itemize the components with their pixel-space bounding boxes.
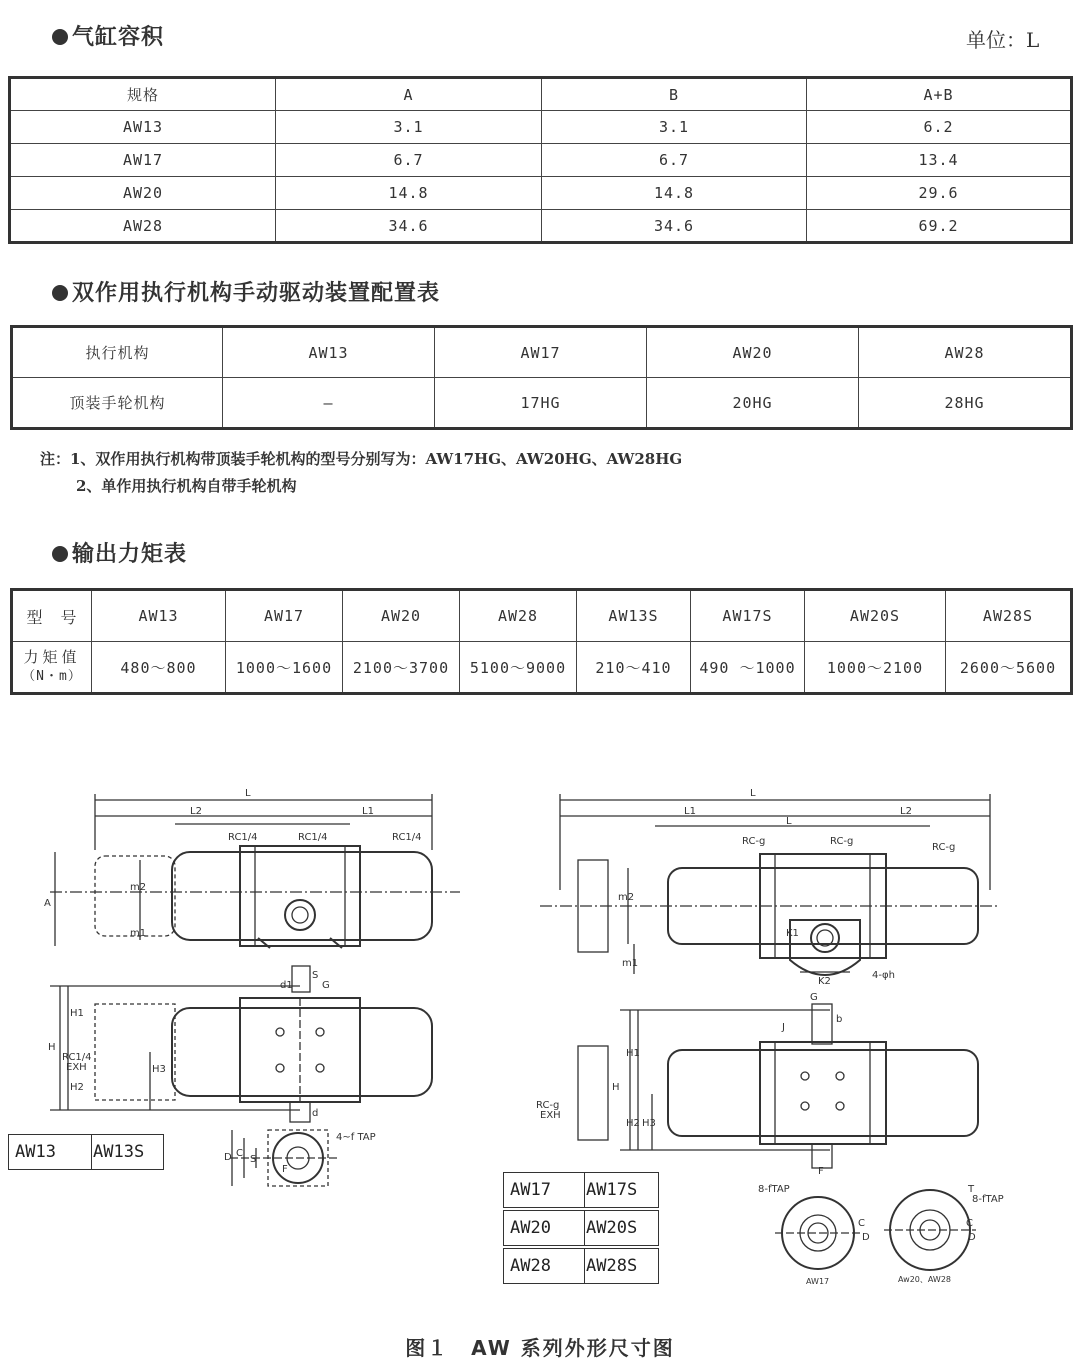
table-cell: 1000～2100 [805,642,946,694]
dim-label: H [612,1082,620,1093]
unit-label: 单位：L [966,28,1040,52]
table-cell: AW28 [10,210,276,243]
table-cell: AW17S [691,590,805,642]
table-cell: 210～410 [577,642,691,694]
port-label: RC1/4 [62,1052,92,1063]
model-box-aw13 [8,1134,164,1170]
model-box-aw28 [503,1248,659,1284]
dim-label: L1 [362,806,374,817]
model-label: AW17 [504,1173,585,1207]
table-row [10,177,1072,210]
port-label: RC1/4 [392,832,422,843]
table-row [12,590,1072,642]
dim-label: H3 [642,1118,656,1129]
dim-label: G [322,980,330,991]
table-cell [12,642,92,694]
table-row [10,111,1072,144]
model-label: AW28S [586,1256,638,1276]
table-cell: AW28 [460,590,577,642]
dim-label: m1 [622,958,639,969]
dim-label: F [818,1166,824,1177]
figure-caption: 图１ AW 系列外形尺寸图 [405,1336,675,1360]
table-cell: 29.6 [807,177,1072,210]
dim-label: m2 [130,882,147,893]
dim-label: L [786,816,792,827]
dim-label: m2 [618,892,635,903]
dim-label: C [858,1218,865,1229]
port-label: RC1/4 [298,832,328,843]
dim-label: C [966,1218,973,1229]
port-label: RC-g [830,836,854,847]
table-cell: AW17 [10,144,276,177]
header-cell: A [276,78,542,111]
table-cell: AW13 [10,111,276,144]
dim-label: S [250,1154,257,1165]
model-label: AW28 [504,1249,585,1283]
table-cell: AW20 [10,177,276,210]
hole-label: 4-φh [872,970,895,981]
table-cell: AW17 [226,590,343,642]
table-cell: 13.4 [807,144,1072,177]
dim-label: H2 [70,1082,84,1093]
table-cell: AW13 [223,327,435,378]
port-label: EXH [540,1110,561,1121]
table-cell: 3.1 [542,111,807,144]
header-cell: 规格 [10,78,276,111]
table-cell: 34.6 [542,210,807,243]
tap-label: 8-fTAP [758,1184,790,1195]
dim-label: C [236,1148,243,1159]
dim-label: K2 [818,976,831,987]
section-title-volume: 气缸容积 [52,20,164,51]
table-row [10,210,1072,243]
flange-label: Aw20、AW28 [898,1275,951,1284]
dim-label: H [48,1042,56,1053]
table-cell: AW20 [647,327,859,378]
left-drawing [50,794,460,1186]
table-cell: — [223,378,435,429]
model-label: AW20S [586,1218,638,1238]
port-label: RC1/4 [228,832,258,843]
table-cell: 3.1 [276,111,542,144]
table-cell: 480～800 [92,642,226,694]
dim-label: L2 [900,806,912,817]
section-title-torque: 输出力矩表 [52,537,187,568]
dim-label: d [312,1108,319,1119]
torque-table [10,588,1073,695]
table-cell: 17HG [435,378,647,429]
torque-unit: （N・m） [22,669,82,684]
dim-label: A [44,898,51,909]
table-cell: AW20 [343,590,460,642]
volume-table [8,76,1073,244]
table-cell: 2100～3700 [343,642,460,694]
tap-label: 8-fTAP [972,1194,1004,1205]
model-label: AW13S [93,1142,145,1162]
dim-label: H2 [626,1118,640,1129]
model-label: AW13 [9,1135,92,1169]
table-cell: AW28S [946,590,1072,642]
dim-label: D [862,1232,870,1243]
torque-label: 力矩值 [23,648,81,666]
table-cell: 1000～1600 [226,642,343,694]
bullet-icon [52,285,68,301]
table-cell: 顶装手轮机构 [12,378,223,429]
dim-label: H1 [70,1008,84,1019]
table-cell: 6.2 [807,111,1072,144]
tap-label: 4~f TAP [336,1132,376,1143]
header-cell: A+B [807,78,1072,111]
table-cell: 6.7 [542,144,807,177]
dim-label: m1 [130,928,147,939]
table-cell: 5100～9000 [460,642,577,694]
manual-table [10,325,1073,430]
table-cell: AW20S [805,590,946,642]
dim-label: d1 [280,980,293,991]
table-cell: AW28 [859,327,1072,378]
model-label: AW17S [586,1180,638,1200]
table-cell: 6.7 [276,144,542,177]
table-cell: 20HG [647,378,859,429]
table-row [12,327,1072,378]
table-cell: 69.2 [807,210,1072,243]
dim-label: H3 [152,1064,166,1075]
table-cell: 490 ～1000 [691,642,805,694]
dim-label: L [750,788,756,799]
port-label: RC-g [742,836,766,847]
dim-label: D [968,1232,976,1243]
dim-label: G [810,992,818,1003]
note-2: 2、单作用执行机构自带手轮机构 [76,477,297,495]
dim-label: L2 [190,806,202,817]
dim-label: b [836,1014,843,1025]
dim-label: D [224,1152,232,1163]
table-cell: AW17 [435,327,647,378]
table-cell: AW13S [577,590,691,642]
port-label: EXH [66,1062,87,1073]
model-box-aw20 [503,1210,659,1246]
table-cell: 2600～5600 [946,642,1072,694]
dim-label: H1 [626,1048,640,1059]
port-label: RC-g [932,842,956,853]
table-row [12,378,1072,429]
bullet-icon [52,546,68,562]
table-row [12,642,1072,694]
table-cell: 执行机构 [12,327,223,378]
dim-label: K1 [786,928,799,939]
dim-label: J [782,1022,785,1033]
table-cell: 34.6 [276,210,542,243]
table-cell: 型 号 [12,590,92,642]
table-cell: 14.8 [542,177,807,210]
table-cell: AW13 [92,590,226,642]
model-label: AW20 [504,1211,585,1245]
table-cell: 28HG [859,378,1072,429]
port-label: RC-g [536,1100,560,1111]
dim-label: S [312,970,319,981]
table-header-row [10,78,1072,111]
header-cell: B [542,78,807,111]
note-1: 注：1、双作用执行机构带顶装手轮机构的型号分别写为：AW17HG、AW20HG、AW28HG [40,450,683,468]
section-title-manual: 双作用执行机构手动驱动装置配置表 [52,276,440,307]
dim-label: L [245,788,251,799]
dim-label: L1 [684,806,696,817]
model-box-aw17 [503,1172,659,1208]
flange-label: AW17 [806,1277,830,1286]
dim-label: T [968,1184,975,1195]
bullet-icon [52,29,68,45]
dim-label: F [282,1164,288,1175]
table-row [10,144,1072,177]
table-cell: 14.8 [276,177,542,210]
